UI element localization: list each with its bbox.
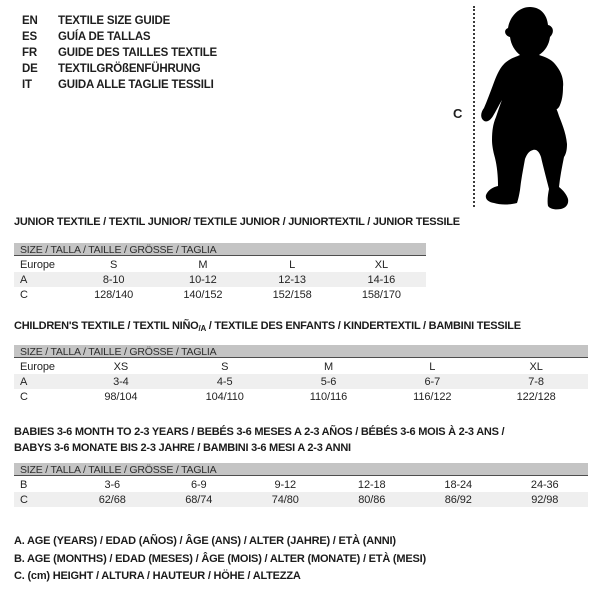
language-row <box>22 45 217 61</box>
age-cell: 18-24 <box>444 478 473 491</box>
size-header-bar: SIZE / TALLA / TAILLE / GRÖSSE / TAGLIA <box>14 345 588 358</box>
title-line: BABIES 3-6 MONTH TO 2-3 YEARS / BEBÉS 3-6 MESES A 2-3 AÑOS / BÉBÉS 3-6 MOIS À 2-3 ANS / <box>14 426 505 438</box>
babies-section-title <box>14 424 504 456</box>
height-cell: 80/86 <box>329 492 416 507</box>
size-cell: XL <box>529 360 543 373</box>
language-code: EN <box>22 15 38 27</box>
language-code: IT <box>22 79 32 91</box>
height-cell: 62/68 <box>69 492 156 507</box>
age-cell: 3-4 <box>69 374 173 389</box>
size-cell: L <box>289 258 296 271</box>
row-label: A <box>14 272 69 287</box>
age-cell: 10-12 <box>158 272 247 287</box>
age-cell: 5-6 <box>277 374 381 389</box>
language-code: DE <box>22 63 38 75</box>
height-cell: 158/170 <box>361 288 401 301</box>
guide-title: TEXTILE SIZE GUIDE <box>58 15 171 27</box>
height-cell: 152/158 <box>272 288 312 301</box>
height-cell: 92/98 <box>502 492 589 507</box>
table-row <box>14 389 588 404</box>
row-label: B <box>20 478 28 491</box>
age-cell: 4-5 <box>173 374 277 389</box>
table-row <box>14 492 588 507</box>
table-row <box>14 287 426 302</box>
table-row <box>14 374 588 389</box>
row-label: C <box>20 288 28 301</box>
footnote-height: C. (cm) HEIGHT / ALTURA / HAUTEUR / HÖHE / ALTEZZA <box>14 570 301 582</box>
table-row <box>14 272 426 287</box>
junior-size-table <box>14 257 426 302</box>
height-cell: 68/74 <box>156 492 243 507</box>
children-size-table <box>14 359 588 404</box>
table-row <box>14 257 426 272</box>
language-code: ES <box>22 31 37 43</box>
height-cell: 140/152 <box>183 288 223 301</box>
baby-silhouette-icon <box>440 0 600 220</box>
guide-title: GUIDE DES TAILLES TEXTILE <box>58 47 217 59</box>
height-measure-label: C <box>453 106 463 121</box>
age-cell: 8-10 <box>69 272 158 287</box>
children-section-title <box>14 320 521 333</box>
height-cell: 110/116 <box>309 390 348 403</box>
row-label: Europe <box>20 258 55 271</box>
title-line: BABYS 3-6 MONATE BIS 2-3 JAHRE / BAMBINI 3-6 MESI A 2-3 ANNI <box>14 442 351 454</box>
table-row <box>14 359 588 374</box>
row-label: C <box>20 390 28 403</box>
guide-title: GUIDA ALLE TAGLIE TESSILI <box>58 79 214 91</box>
age-cell: 3-6 <box>104 478 121 491</box>
table-row <box>14 477 588 492</box>
language-row <box>22 61 217 77</box>
height-cell: 104/110 <box>205 390 244 403</box>
footnote-age-years: A. AGE (YEARS) / EDAD (AÑOS) / ÂGE (ANS) / ALTER (JAHRE) / ETÀ (ANNI) <box>14 535 396 547</box>
legend-footnotes <box>14 533 426 586</box>
row-label: Europe <box>20 360 55 373</box>
age-cell: 9-12 <box>274 478 297 491</box>
size-cell: S <box>221 360 229 373</box>
height-cell: 86/92 <box>415 492 502 507</box>
age-cell: 7-8 <box>484 374 588 389</box>
age-cell: 6-7 <box>380 374 484 389</box>
title-subscript: /A <box>198 324 206 333</box>
language-code: FR <box>22 47 37 59</box>
guide-title: GUÍA DE TALLAS <box>58 31 151 43</box>
title-text: CHILDREN'S TEXTILE / TEXTIL NIÑO <box>14 320 199 332</box>
language-row <box>22 77 217 93</box>
language-row <box>22 29 217 45</box>
height-cell: 128/140 <box>94 288 134 301</box>
row-label: A <box>14 374 69 389</box>
height-cell: 116/122 <box>413 390 452 403</box>
size-cell: M <box>198 258 208 271</box>
junior-section-title: JUNIOR TEXTILE / TEXTIL JUNIOR/ TEXTILE JUNIOR / JUNIORTEXTIL / JUNIOR TESSILE <box>14 216 460 228</box>
footnote-age-months: B. AGE (MONTHS) / EDAD (MESES) / ÂGE (MOIS) / ALTER (MONATE) / ETÀ (MESI) <box>14 552 426 565</box>
age-cell: 12-18 <box>357 478 386 491</box>
size-header-bar: SIZE / TALLA / TAILLE / GRÖSSE / TAGLIA <box>14 463 588 476</box>
title-text: / TEXTILE DES ENFANTS / KINDERTEXTIL / BAMBINI TESSILE <box>205 320 521 332</box>
age-cell: 14-16 <box>337 272 426 287</box>
size-cell: M <box>323 360 334 373</box>
row-label: C <box>14 492 69 507</box>
size-cell: S <box>110 258 118 271</box>
height-cell: 98/104 <box>104 390 138 403</box>
height-cell: 74/80 <box>242 492 329 507</box>
language-title-list <box>22 13 217 93</box>
age-cell: 6-9 <box>190 478 207 491</box>
age-cell: 24-36 <box>530 478 559 491</box>
language-row <box>22 13 217 29</box>
babies-size-table <box>14 477 588 507</box>
size-cell: XS <box>113 360 129 373</box>
size-cell: XL <box>374 258 388 271</box>
age-cell: 12-13 <box>248 272 337 287</box>
size-header-bar: SIZE / TALLA / TAILLE / GRÖSSE / TAGLIA <box>14 243 426 256</box>
height-cell: 122/128 <box>516 390 556 403</box>
guide-title: TEXTILGRÖßENFÜHRUNG <box>58 63 201 75</box>
size-cell: L <box>429 360 436 373</box>
